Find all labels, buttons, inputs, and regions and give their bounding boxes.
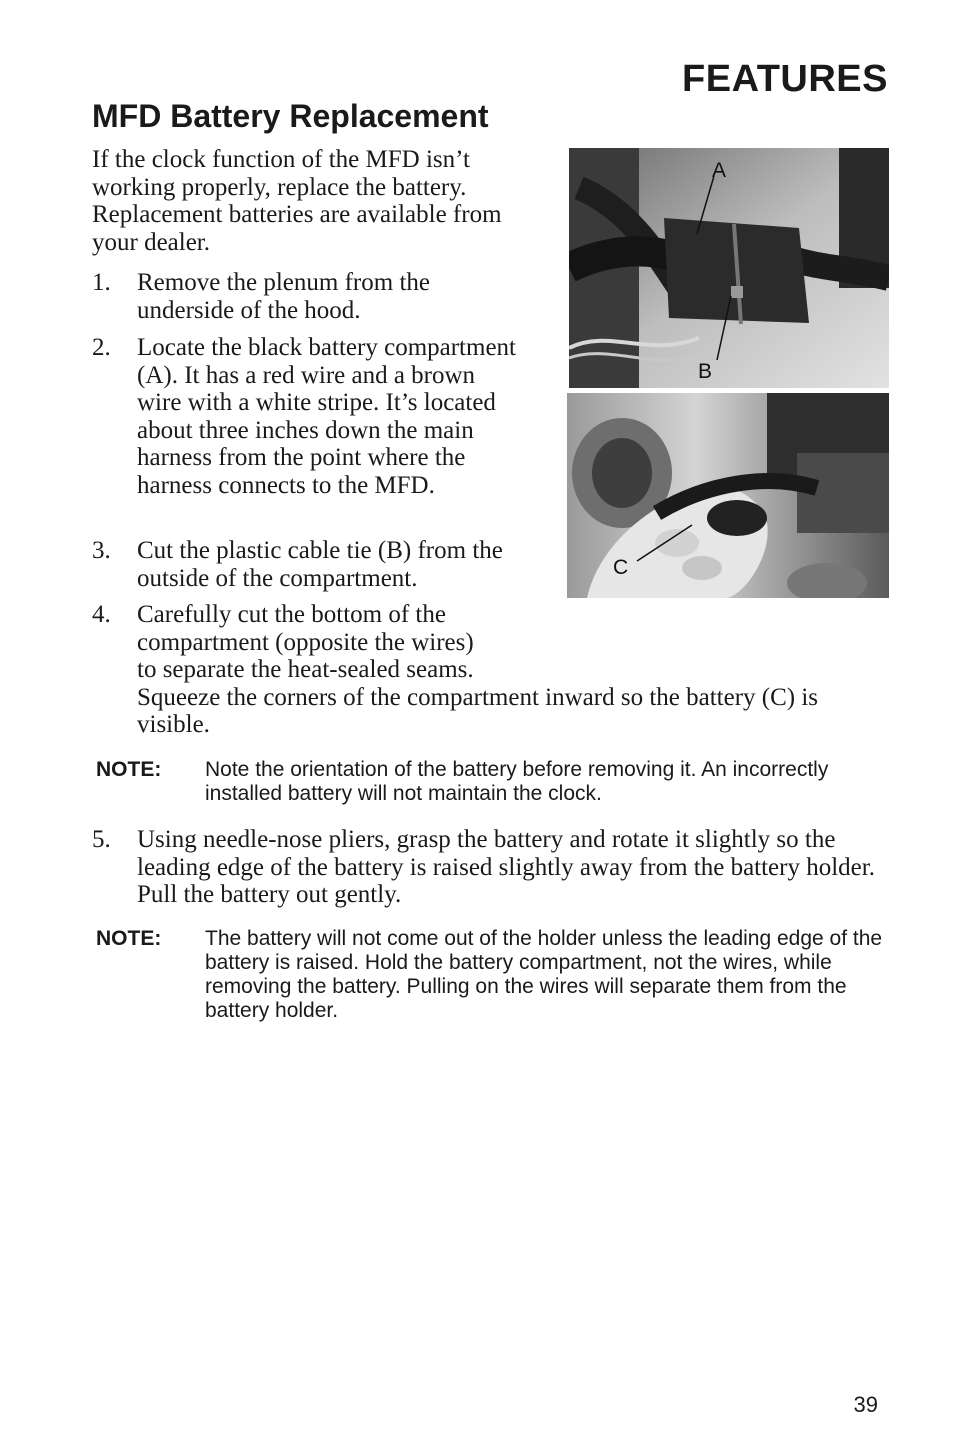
step-3 [92,537,522,592]
section-header: FEATURES [682,58,888,100]
step-text: Using needle-nose pliers, grasp the battery and rotate it slightly so the leading edge of the battery is raised slightly away from the battery holder. Pull the battery out gently. [137,826,875,908]
step-1 [92,269,492,324]
step-text: Remove the plenum from the underside of the hood. [137,269,430,324]
note-text: Note the orientation of the battery before removing it. An incorrectly installed battery will not maintain the clock. [205,758,829,805]
step-4 [92,601,892,739]
note-label: NOTE: [96,927,162,950]
photo-battery-compartment [569,148,889,388]
note-text: The battery will not come out of the holder unless the leading edge of the battery is raised. Hold the battery compartment, not the wires, while removing the battery. Pulling on the wires will separate them from the battery holder. [205,927,883,1022]
step-number: 4. [92,601,111,628]
note-label: NOTE: [96,758,162,781]
step-number: 5. [92,826,111,853]
page-title: MFD Battery Replacement [92,98,489,134]
step-number: 3. [92,537,111,564]
note-holder [96,927,896,1023]
page-number: 39 [853,1392,878,1417]
callout-c: C [613,556,629,579]
step-number: 1. [92,269,111,296]
step-number: 2. [92,334,111,361]
step-text: Cut the plastic cable tie (B) from the outside of the compartment. [137,537,503,592]
step-2 [92,334,522,499]
step-text: Locate the black battery compartment (A). It has a red wire and a brown wire with a white stripe. It’s located about three inches down the main harness from the point where the harness connects to the MFD. [137,334,516,499]
intro-paragraph: If the clock function of the MFD isn’t working properly, replace the battery. Replacement batteries are available from your dealer. [92,146,502,256]
note-orientation [96,758,856,806]
callout-b: B [698,360,713,383]
step-5 [92,826,892,909]
callout-a: A [712,159,727,182]
step-text: Carefully cut the bottom of the compartment (opposite the wires) to separate the heat-sealed seams. Squeeze the corners of the compartment inward so the battery (C) is visible. [137,601,819,738]
